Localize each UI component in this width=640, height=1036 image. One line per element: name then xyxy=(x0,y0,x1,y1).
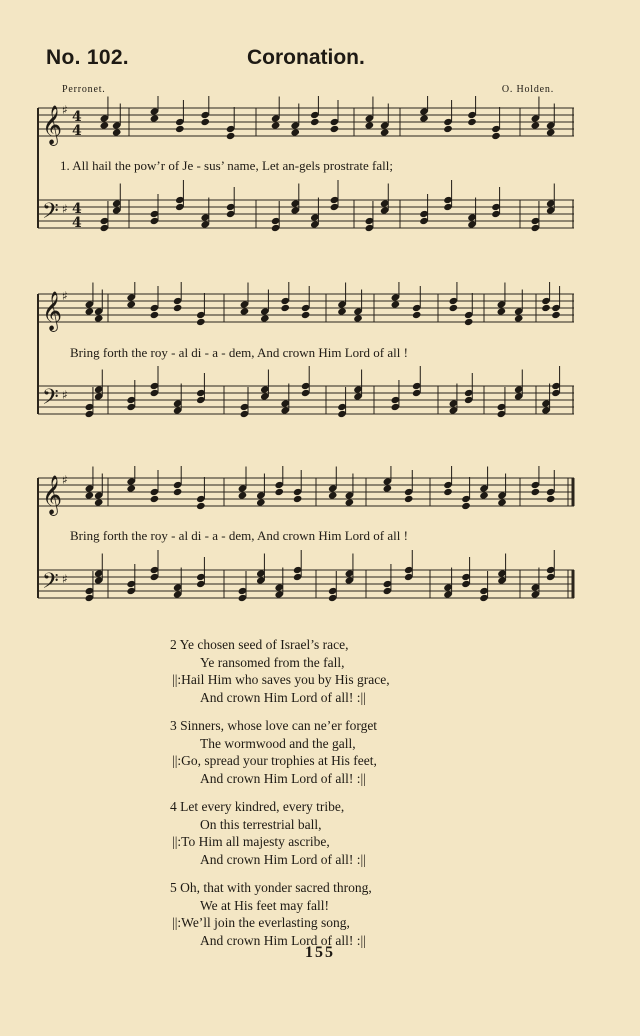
note-head xyxy=(449,304,459,312)
note-head xyxy=(301,311,311,319)
verse-line: And crown Him Lord of all! :|| xyxy=(200,932,366,948)
note-head xyxy=(514,314,524,322)
key-signature-sharp: ♯ xyxy=(62,289,68,303)
verse-line: And crown Him Lord of all! :|| xyxy=(200,689,366,705)
time-signature-bass: 4 xyxy=(72,215,82,231)
treble-clef-icon: 𝄞 xyxy=(42,105,63,145)
note-head xyxy=(293,495,303,503)
note-head xyxy=(274,488,284,496)
note-head xyxy=(175,125,185,133)
note-head xyxy=(260,314,270,322)
note-head xyxy=(126,300,136,308)
note-head xyxy=(546,128,556,136)
note-head xyxy=(391,300,401,308)
note-head xyxy=(196,318,206,326)
key-signature-sharp: ♯ xyxy=(62,202,68,216)
stanza xyxy=(170,717,490,787)
treble-clef-icon: 𝄞 xyxy=(42,291,63,331)
note-head xyxy=(271,121,281,129)
verse-line: 5 Oh, that with yonder sacred throng, xyxy=(170,880,372,895)
time-signature-bass: 4 xyxy=(72,201,82,217)
note-head xyxy=(94,498,104,506)
note-head xyxy=(443,125,453,133)
note-head xyxy=(85,307,95,315)
note-head xyxy=(290,128,300,136)
bass-clef-icon: 𝄢 xyxy=(42,199,59,229)
note-head xyxy=(419,114,429,122)
note-head xyxy=(412,311,422,319)
verse-line: And crown Him Lord of all! :|| xyxy=(200,770,366,786)
key-signature-sharp: ♯ xyxy=(62,103,68,117)
note-head xyxy=(85,491,95,499)
verse-line: ||:Hail Him who saves you by His grace, xyxy=(172,672,390,687)
music-credit: O. Holden. xyxy=(501,84,554,95)
note-head xyxy=(150,495,160,503)
note-head xyxy=(280,304,290,312)
verse-line: We at His feet may fall! xyxy=(200,897,329,913)
note-head xyxy=(404,495,414,503)
note-head xyxy=(461,502,471,510)
treble-clef-icon: 𝄞 xyxy=(42,475,63,515)
hymn-title: Coronation. xyxy=(247,46,365,69)
verse-line: The wormwood and the gall, xyxy=(200,735,356,751)
note-head xyxy=(337,307,347,315)
note-head xyxy=(310,118,320,126)
verse-line: ||:We’ll join the everlasting song, xyxy=(172,915,350,930)
note-head xyxy=(94,314,104,322)
note-head xyxy=(479,491,489,499)
note-head xyxy=(383,484,393,492)
note-head xyxy=(196,502,206,510)
lyric-line-3: Bring forth the roy - al di - a - dem, And crown Him Lord of all ! xyxy=(70,528,408,543)
key-signature-sharp: ♯ xyxy=(62,572,68,586)
note-head xyxy=(150,114,160,122)
note-head xyxy=(100,121,110,129)
additional-verses xyxy=(170,636,490,960)
note-head xyxy=(226,132,236,140)
note-head xyxy=(126,484,136,492)
note-head xyxy=(365,121,375,129)
note-head xyxy=(112,128,122,136)
note-head xyxy=(173,304,183,312)
note-head xyxy=(531,488,541,496)
key-signature-sharp: ♯ xyxy=(62,473,68,487)
note-head xyxy=(497,498,507,506)
lyric-line-2: Bring forth the roy - al di - a - dem, And crown Him Lord of all ! xyxy=(70,345,408,360)
verse-line: And crown Him Lord of all! :|| xyxy=(200,851,366,867)
note-head xyxy=(150,311,160,319)
verse-line: 4 Let every kindred, every tribe, xyxy=(170,799,345,814)
stanza xyxy=(170,636,490,706)
note-head xyxy=(464,318,474,326)
note-head xyxy=(238,491,248,499)
words-credit: Perronet. xyxy=(62,84,106,95)
note-head xyxy=(256,498,266,506)
verse-line: ||:Go, spread your trophies at His feet, xyxy=(172,753,377,768)
key-signature-sharp: ♯ xyxy=(62,388,68,402)
note-head xyxy=(200,118,210,126)
note-head xyxy=(546,495,556,503)
note-head xyxy=(330,125,340,133)
note-head xyxy=(173,488,183,496)
note-head xyxy=(443,488,453,496)
verse-line: 2 Ye chosen seed of Israel’s race, xyxy=(170,637,349,652)
verse-line: Ye ransomed from the fall, xyxy=(200,654,345,670)
time-signature-treble: 4 xyxy=(72,123,82,139)
page-number: 155 xyxy=(305,944,335,961)
note-head xyxy=(328,491,338,499)
note-head xyxy=(345,498,355,506)
note-head xyxy=(531,121,541,129)
note-head xyxy=(541,304,551,312)
note-head xyxy=(240,307,250,315)
note-head xyxy=(551,311,561,319)
note-head xyxy=(380,128,390,136)
verse-line: ||:To Him all majesty ascribe, xyxy=(172,834,330,849)
stanza xyxy=(170,879,490,949)
hymn-number: No. 102. xyxy=(46,46,129,69)
lyric-line-1: 1. All hail the pow’r of Je - sus’ name, Let an-gels prostrate fall; xyxy=(60,158,393,173)
bass-clef-icon: 𝄢 xyxy=(42,569,59,599)
verse-line: 3 Sinners, whose love can ne’er forget xyxy=(170,718,378,733)
note-head xyxy=(353,314,363,322)
time-signature-treble: 4 xyxy=(72,109,82,125)
note-head xyxy=(491,132,501,140)
bass-clef-icon: 𝄢 xyxy=(42,385,59,415)
note-head xyxy=(467,118,477,126)
stanza xyxy=(170,798,490,868)
note-head xyxy=(497,307,507,315)
verse-line: On this terrestrial ball, xyxy=(200,816,322,832)
